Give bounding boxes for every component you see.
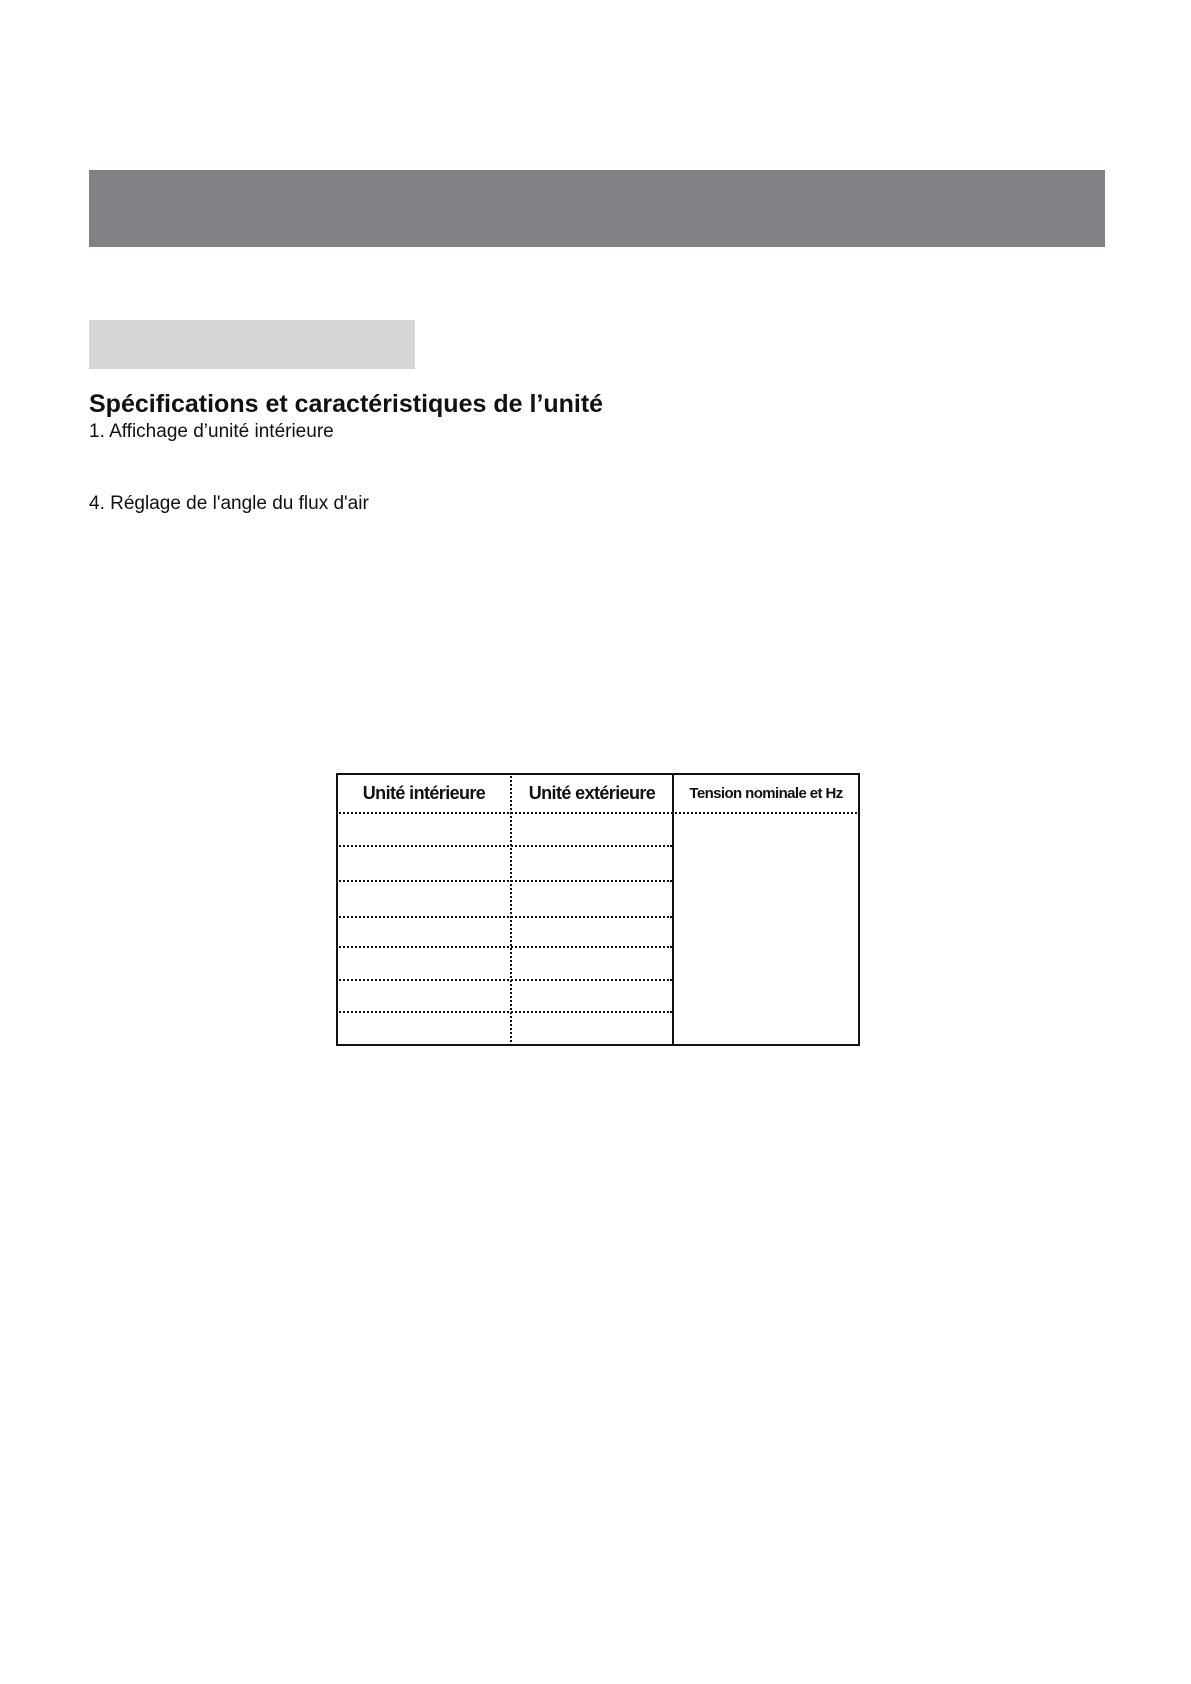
item-indoor-display: 1. Affichage d’unité intérieure — [89, 421, 334, 442]
table-header-outdoor-unit: Unité extérieure — [528, 782, 656, 803]
page-heading: Spécifications et caractéristiques de l’unité — [89, 390, 604, 418]
table-cell — [338, 1013, 510, 1044]
table-cell — [512, 948, 672, 979]
table-cell — [512, 1013, 672, 1044]
table-cell — [338, 847, 510, 880]
table-cell — [338, 981, 510, 1011]
table-cell — [512, 882, 672, 916]
table-header-indoor-unit: Unité intérieure — [362, 782, 486, 803]
table-cell — [338, 948, 510, 979]
section-tab — [89, 320, 415, 369]
table-bottom-border — [336, 1044, 860, 1046]
table-cell — [338, 882, 510, 916]
table-cell — [512, 981, 672, 1011]
table-top-border — [336, 773, 860, 775]
item-airflow-angle: 4. Réglage de l'angle du flux d'air — [89, 493, 369, 514]
table-cell — [512, 847, 672, 880]
table-cell — [338, 814, 510, 845]
table-cell-voltage — [674, 814, 858, 1044]
table-cell — [338, 918, 510, 946]
table-header-voltage-hz: Tension nominale et Hz — [689, 784, 843, 802]
spec-table — [336, 773, 860, 1046]
table-cell — [512, 814, 672, 845]
table-cell — [512, 918, 672, 946]
header-bar — [89, 170, 1105, 247]
